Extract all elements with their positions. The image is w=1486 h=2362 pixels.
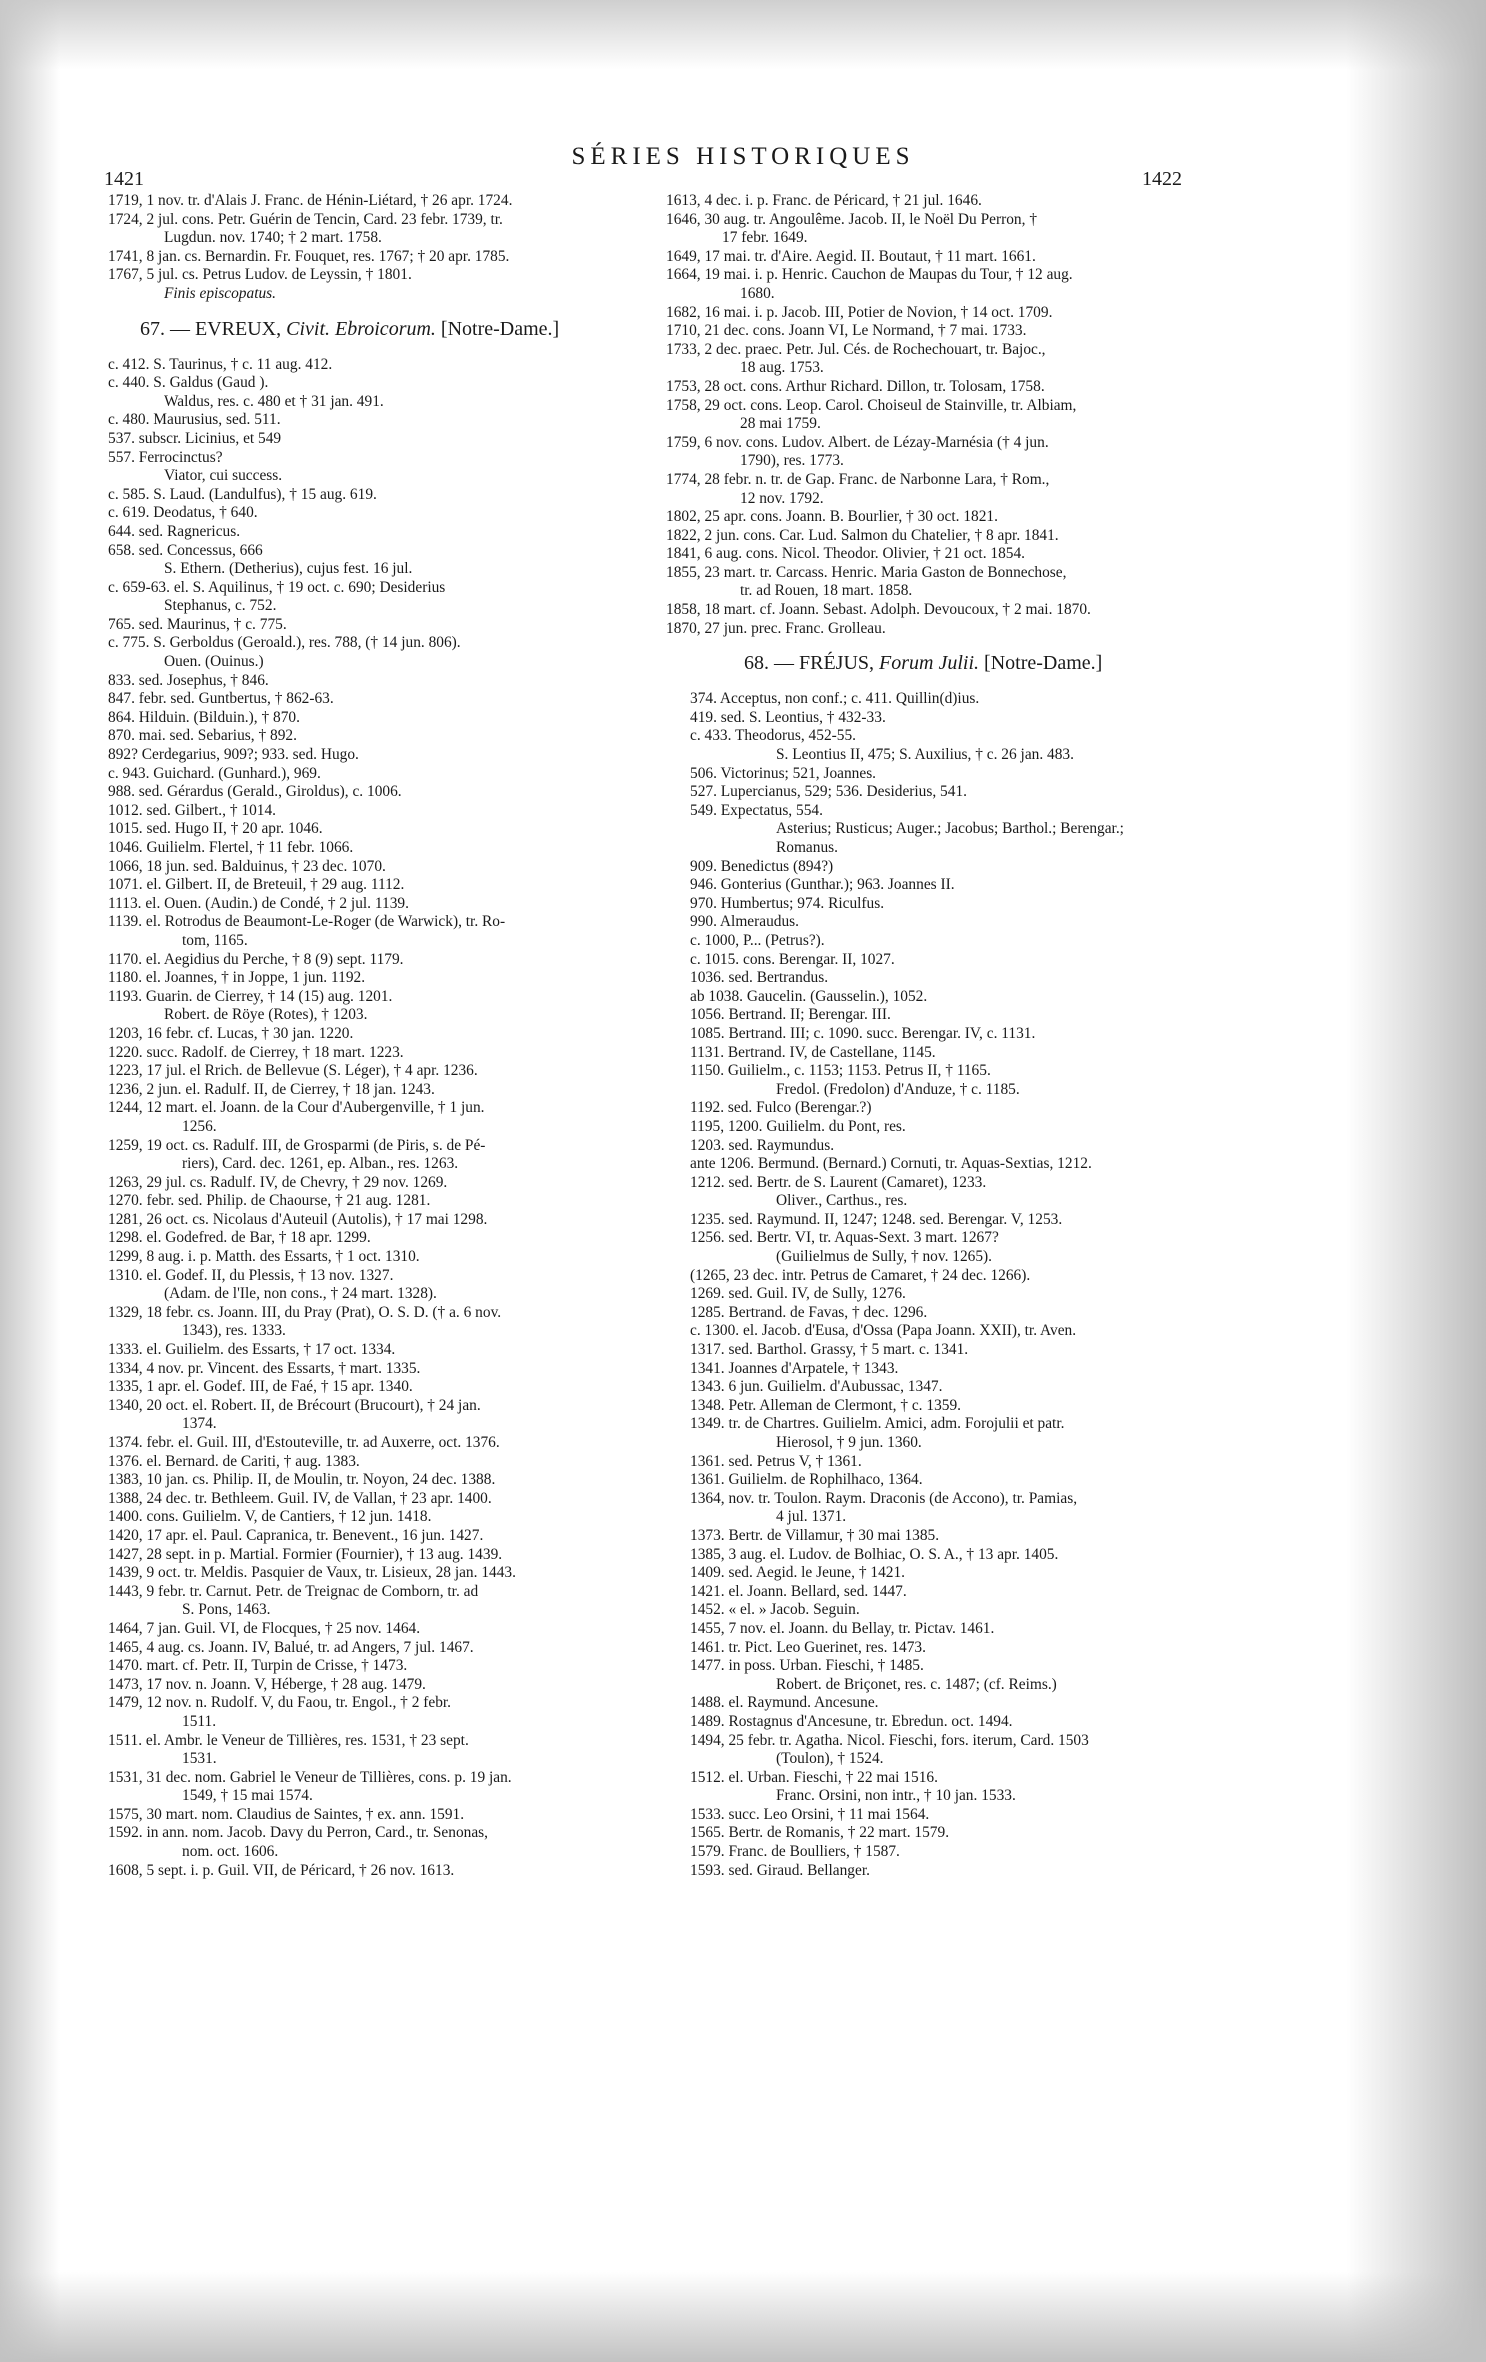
list-entry: 1855, 23 mart. tr. Carcass. Henric. Maria Gaston de Bonnechose,	[666, 563, 1067, 581]
section-heading-title: Civit. Ebroicorum.	[286, 317, 436, 340]
list-entry: tom, 1165.	[182, 931, 248, 949]
list-entry: 1329, 18 febr. cs. Joann. III, du Pray (Prat), O. S. D. († a. 6 nov.	[108, 1303, 502, 1321]
list-entry: c. 585. S. Laud. (Landulfus), † 15 aug. 619.	[108, 485, 377, 503]
list-entry: Fredol. (Fredolon) d'Anduze, † c. 1185.	[776, 1080, 1020, 1098]
list-entry: 1383, 10 jan. cs. Philip. II, de Moulin, tr. Noyon, 24 dec. 1388.	[108, 1471, 496, 1489]
list-entry: 1299, 8 aug. i. p. Matth. des Essarts, † 1 oct. 1310.	[108, 1248, 420, 1266]
list-entry: 870. mai. sed. Sebarius, † 892.	[108, 727, 297, 745]
list-entry: 1664, 19 mai. i. p. Henric. Cauchon de Maupas du Tour, † 12 aug.	[666, 266, 1073, 284]
list-entry: 1421. el. Joann. Bellard, sed. 1447.	[690, 1582, 907, 1600]
list-entry: Franc. Orsini, non intr., † 10 jan. 1533.	[776, 1787, 1016, 1805]
list-entry: 1646, 30 aug. tr. Angoulême. Jacob. II, le Noël Du Perron, †	[666, 210, 1038, 228]
list-entry: 1682, 16 mai. i. p. Jacob. III, Potier de Novion, † 14 oct. 1709.	[666, 303, 1053, 321]
list-entry: 970. Humbertus; 974. Riculfus.	[690, 894, 885, 912]
list-entry: 892? Cerdegarius, 909?; 933. sed. Hugo.	[108, 746, 359, 764]
list-entry: 1269. sed. Guil. IV, de Sully, 1276.	[690, 1285, 906, 1303]
list-entry: Asterius; Rusticus; Auger.; Jacobus; Barthol.; Berengar.;	[776, 820, 1124, 838]
list-entry: 1012. sed. Gilbert., † 1014.	[108, 801, 276, 819]
list-entry: 1195, 1200. Guilielm. du Pont, res.	[690, 1117, 906, 1135]
section-heading	[666, 650, 1288, 676]
list-entry: (Guilielmus de Sully, † nov. 1265).	[776, 1248, 993, 1266]
list-entry: 1298. el. Godefred. de Bar, † 18 apr. 1299.	[108, 1229, 371, 1247]
list-entry: 1220. succ. Radolf. de Cierrey, † 18 mart. 1223.	[108, 1043, 404, 1061]
list-entry: 1464, 7 jan. Guil. VI, de Flocques, † 25 nov. 1464.	[108, 1619, 421, 1637]
list-entry: 537. subscr. Licinius, et 549	[108, 429, 282, 447]
list-entry: 1036. sed. Bertrandus.	[690, 969, 829, 987]
list-entry: 1511.	[182, 1712, 217, 1730]
list-entry: 1236, 2 jun. el. Radulf. II, de Cierrey, † 18 jan. 1243.	[108, 1080, 435, 1098]
list-entry: 1374. febr. el. Guil. III, d'Estouteville, tr. ad Auxerre, oct. 1376.	[108, 1434, 500, 1451]
list-entry: 1409. sed. Aegid. le Jeune, † 1421.	[690, 1564, 906, 1582]
list-entry: 847. febr. sed. Guntbertus, † 862-63.	[108, 690, 334, 708]
list-entry: c. 440. S. Galdus (Gaud ).	[108, 374, 269, 392]
list-entry: Oliver., Carthus., res.	[776, 1192, 908, 1210]
list-entry: 1256.	[182, 1117, 217, 1135]
right-column	[666, 192, 1288, 1880]
list-entry: 988. sed. Gérardus (Gerald., Giroldus), c. 1006.	[108, 783, 402, 801]
list-entry: 1376. el. Bernard. de Cariti, † aug. 1383.	[108, 1452, 360, 1470]
list-entry: c. 1300. el. Jacob. d'Eusa, d'Ossa (Papa Joann. XXII), tr. Aven.	[690, 1322, 1077, 1340]
list-entry: 1334, 4 nov. pr. Vincent. des Essarts, † mart. 1335.	[108, 1359, 421, 1377]
list-entry: 12 nov. 1792.	[740, 489, 824, 507]
list-entry: 1494, 25 febr. tr. Agatha. Nicol. Fieschi, fors. iterum, Card. 1503	[690, 1731, 1089, 1749]
list-entry: 1592. in ann. nom. Jacob. Davy du Perron, Card., tr. Senonas,	[108, 1824, 489, 1842]
list-entry: 833. sed. Josephus, † 846.	[108, 671, 269, 689]
list-entry: 1489. Rostagnus d'Ancesune, tr. Ebredun. oct. 1494.	[690, 1712, 1013, 1730]
list-entry: Stephanus, c. 752.	[164, 597, 277, 615]
list-entry: 1170. el. Aegidius du Perche, † 8 (9) sept. 1179.	[108, 950, 404, 968]
list-entry: 1533. succ. Leo Orsini, † 11 mai 1564.	[690, 1805, 930, 1823]
list-entry: 1361. sed. Petrus V, † 1361.	[690, 1452, 862, 1470]
list-entry: c. 433. Theodorus, 452-55.	[690, 727, 856, 745]
scan-shadow-top	[0, 0, 1486, 70]
list-entry: 1452. « el. » Jacob. Seguin.	[690, 1601, 860, 1619]
list-entry: Ouen. (Ouinus.)	[164, 653, 264, 671]
list-entry: 1758, 29 oct. cons. Leop. Carol. Choiseul de Stainville, tr. Albiam,	[666, 396, 1077, 414]
list-entry: 1015. sed. Hugo II, † 20 apr. 1046.	[108, 820, 323, 838]
list-entry: 1385, 3 aug. el. Ludov. de Bolhiac, O. S. A., † 13 apr. 1405.	[690, 1545, 1059, 1563]
list-entry: Waldus, res. c. 480 et † 31 jan. 491.	[164, 392, 384, 410]
list-entry: 1056. Bertrand. II; Berengar. III.	[690, 1006, 891, 1024]
list-entry: 1150. Guilielm., c. 1153; 1153. Petrus II, † 1165.	[690, 1062, 991, 1080]
list-entry: 1443, 9 febr. tr. Carnut. Petr. de Treignac de Comborn, tr. ad	[108, 1582, 479, 1600]
list-entry: 1333. el. Guilielm. des Essarts, † 17 oct. 1334.	[108, 1341, 396, 1359]
list-entry: 1767, 5 jul. cs. Petrus Ludov. de Leyssin, † 1801.	[108, 266, 412, 284]
scan-shadow-bottom	[0, 2272, 1486, 2362]
list-entry: 1223, 17 jul. el Rrich. de Bellevue (S. Léger), † 4 apr. 1236.	[108, 1062, 478, 1080]
list-entry: 1841, 6 aug. cons. Nicol. Theodor. Olivier, † 21 oct. 1854.	[666, 545, 1026, 563]
list-entry: S. Pons, 1463.	[182, 1601, 271, 1619]
list-entry: 1790), res. 1773.	[740, 452, 844, 470]
list-entry: Hierosol, † 9 jun. 1360.	[776, 1434, 922, 1451]
list-entry: 1822, 2 jun. cons. Car. Lud. Salmon du Chatelier, † 8 apr. 1841.	[666, 526, 1059, 544]
list-entry: 1244, 12 mart. el. Joann. de la Cour d'Aubergenville, † 1 jun.	[108, 1099, 485, 1117]
section-heading-number: 67. — EVREUX,	[140, 317, 282, 340]
list-entry: 1046. Guilielm. Flertel, † 11 febr. 1066.	[108, 839, 354, 856]
list-entry: 1473, 17 nov. n. Joann. V, Héberge, † 28 aug. 1479.	[108, 1675, 426, 1693]
list-entry: 1455, 7 nov. el. Joann. du Bellay, tr. Pictav. 1461.	[690, 1619, 995, 1637]
list-entry: 1180. el. Joannes, † in Joppe, 1 jun. 1192.	[108, 969, 366, 987]
list-entry: 1263, 29 jul. cs. Radulf. IV, de Chevry, † 29 nov. 1269.	[108, 1173, 448, 1191]
list-entry: 1774, 28 febr. n. tr. de Gap. Franc. de Narbonne Lara, † Rom.,	[666, 470, 1050, 488]
list-entry: Finis episcopatus.	[164, 284, 277, 302]
list-entry: 1071. el. Gilbert. II, de Breteuil, † 29 aug. 1112.	[108, 876, 405, 894]
list-entry: 1341. Joannes d'Arpatele, † 1343.	[690, 1359, 899, 1377]
list-entry: 1724, 2 jul. cons. Petr. Guérin de Tencin, Card. 23 febr. 1739, tr.	[108, 210, 503, 228]
list-entry: 946. Gonterius (Gunthar.); 963. Joannes II.	[690, 876, 955, 894]
list-entry: c. 412. S. Taurinus, † c. 11 aug. 412.	[108, 355, 333, 373]
section-heading	[108, 316, 708, 342]
list-entry: 1131. Bertrand. IV, de Castellane, 1145.	[690, 1043, 936, 1061]
list-entry: 1340, 20 oct. el. Robert. II, de Brécourt (Brucourt), † 24 jan.	[108, 1396, 481, 1414]
list-entry: nom. oct. 1606.	[182, 1843, 279, 1861]
section-heading-number: 68. — FRÉJUS,	[744, 652, 875, 675]
running-title: SÉRIES HISTORIQUES	[571, 143, 915, 170]
list-entry: Lugdun. nov. 1740; † 2 mart. 1758.	[164, 229, 382, 247]
list-entry: 1477. in poss. Urban. Fieschi, † 1485.	[690, 1657, 924, 1675]
list-entry: 644. sed. Ragnericus.	[108, 522, 241, 540]
list-entry: Robert. de Röye (Rotes), † 1203.	[164, 1006, 368, 1024]
list-entry: (1265, 23 dec. intr. Petrus de Camaret, † 24 dec. 1266).	[690, 1266, 1031, 1284]
list-entry: 1374.	[182, 1415, 217, 1433]
list-entry: 1759, 6 nov. cons. Ludov. Albert. de Lézay-Marnésia († 4 jun.	[666, 433, 1049, 451]
list-entry: 1113. el. Ouen. (Audin.) de Condé, † 2 jul. 1139.	[108, 894, 409, 912]
list-entry: c. 1000, P... (Petrus?).	[690, 931, 825, 949]
list-entry: (Adam. de l'Ile, non cons., † 24 mart. 1328).	[164, 1285, 437, 1303]
list-entry: (Toulon), † 1524.	[776, 1750, 884, 1768]
list-entry: 1710, 21 dec. cons. Joann VI, Le Normand, † 7 mai. 1733.	[666, 322, 1027, 340]
list-entry: c. 943. Guichard. (Gunhard.), 969.	[108, 764, 321, 782]
list-entry: ante 1206. Bermund. (Bernard.) Cornuti, tr. Aquas-Sextias, 1212.	[690, 1155, 1092, 1173]
scan-shadow-right	[1346, 0, 1486, 2362]
list-entry: 549. Expectatus, 554.	[690, 801, 823, 819]
list-entry: 1511. el. Ambr. le Veneur de Tillières, res. 1531, † 23 sept.	[108, 1731, 469, 1749]
list-entry: 1741, 8 jan. cs. Bernardin. Fr. Fouquet, res. 1767; † 20 apr. 1785.	[108, 247, 510, 265]
list-entry: 527. Lupercianus, 529; 536. Desiderius, 541.	[690, 783, 967, 801]
list-entry: 506. Victorinus; 521, Joannes.	[690, 764, 877, 782]
list-entry: tr. ad Rouen, 18 mart. 1858.	[740, 582, 913, 600]
list-entry: 1066, 18 jun. sed. Balduinus, † 23 dec. 1070.	[108, 857, 386, 875]
list-entry: 1579. Franc. de Boulliers, † 1587.	[690, 1843, 900, 1861]
list-entry: c. 480. Maurusius, sed. 511.	[108, 411, 281, 429]
list-entry: 1364, nov. tr. Toulon. Raym. Draconis (de Accono), tr. Pamias,	[690, 1489, 1078, 1507]
list-entry: 1439, 9 oct. tr. Meldis. Pasquier de Vaux, tr. Lisieux, 28 jan. 1443.	[108, 1564, 516, 1582]
list-entry: 1085. Bertrand. III; c. 1090. succ. Berengar. IV, c. 1131.	[690, 1024, 1036, 1042]
list-entry: 28 mai 1759.	[740, 415, 821, 433]
list-entry: 1608, 5 sept. i. p. Guil. VII, de Péricard, † 26 nov. 1613.	[108, 1861, 455, 1879]
list-entry: 1203. sed. Raymundus.	[690, 1136, 835, 1154]
list-entry: 17 febr. 1649.	[722, 229, 808, 247]
list-entry: 1361. Guilielm. de Rophilhaco, 1364.	[690, 1471, 923, 1489]
list-entry: riers), Card. dec. 1261, ep. Alban., res. 1263.	[182, 1155, 459, 1173]
list-entry: 1575, 30 mart. nom. Claudius de Saintes, † ex. ann. 1591.	[108, 1805, 465, 1823]
list-entry: c. 775. S. Gerboldus (Geroald.), res. 788, († 14 jun. 806).	[108, 634, 461, 652]
list-entry: S. Leontius II, 475; S. Auxilius, † c. 26 jan. 483.	[776, 746, 1074, 764]
scan-shadow-left	[0, 0, 60, 2362]
list-entry: 374. Acceptus, non conf.; c. 411. Quillin(d)ius.	[690, 690, 980, 708]
left-column-number: 1421	[104, 168, 144, 190]
list-entry: 1531.	[182, 1750, 217, 1768]
list-entry: 1388, 24 dec. tr. Bethleem. Guil. IV, de Vallan, † 23 apr. 1400.	[108, 1489, 492, 1507]
list-entry: 1479, 12 nov. n. Rudolf. V, du Faou, tr. Engol., † 2 febr.	[108, 1694, 452, 1712]
list-entry: c. 1015. cons. Berengar. II, 1027.	[690, 950, 895, 968]
list-entry: 1203, 16 febr. cf. Lucas, † 30 jan. 1220.	[108, 1024, 354, 1042]
list-entry: Robert. de Briçonet, res. c. 1487; (cf. Reims.)	[776, 1675, 1057, 1693]
list-entry: 990. Almeraudus.	[690, 913, 800, 931]
list-entry: 864. Hilduin. (Bilduin.), † 870.	[108, 708, 300, 726]
list-entry: 1259, 19 oct. cs. Radulf. III, de Grosparmi (de Piris, s. de Pé-	[108, 1136, 486, 1154]
list-entry: 1733, 2 dec. praec. Petr. Jul. Cés. de Rochechouart, tr. Bajoc.,	[666, 340, 1046, 358]
list-entry: 1235. sed. Raymund. II, 1247; 1248. sed. Berengar. V, 1253.	[690, 1210, 1063, 1228]
list-entry: 1565. Bertr. de Romanis, † 22 mart. 1579.	[690, 1824, 950, 1842]
section-heading-dedication: [Notre-Dame.]	[984, 652, 1103, 675]
list-entry: c. 619. Deodatus, † 640.	[108, 504, 258, 522]
list-entry: 1465, 4 aug. cs. Joann. IV, Balué, tr. ad Angers, 7 jul. 1467.	[108, 1638, 474, 1656]
list-entry: 765. sed. Maurinus, † c. 775.	[108, 615, 287, 633]
list-entry: 557. Ferrocinctus?	[108, 448, 223, 466]
list-entry: 1488. el. Raymund. Ancesune.	[690, 1694, 879, 1712]
list-entry: 1212. sed. Bertr. de S. Laurent (Camaret), 1233.	[690, 1173, 987, 1191]
list-entry: 1461. tr. Pict. Leo Guerinet, res. 1473.	[690, 1638, 926, 1656]
list-entry: 1285. Bertrand. de Favas, † dec. 1296.	[690, 1303, 928, 1321]
section-heading-dedication: [Notre-Dame.]	[440, 317, 560, 340]
list-entry: 1858, 18 mart. cf. Joann. Sebast. Adolph. Devoucoux, † 2 mai. 1870.	[666, 601, 1091, 619]
list-entry: S. Ethern. (Detherius), cujus fest. 16 jul.	[164, 560, 413, 578]
list-entry: 1317. sed. Barthol. Grassy, † 5 mart. c. 1341.	[690, 1341, 969, 1359]
list-entry: 1549, † 15 mai 1574.	[182, 1787, 313, 1805]
list-entry: 1192. sed. Fulco (Berengar.?)	[690, 1099, 872, 1117]
list-entry: 1256. sed. Bertr. VI, tr. Aquas-Sext. 3 mart. 1267?	[690, 1229, 999, 1247]
list-entry: 1649, 17 mai. tr. d'Aire. Aegid. II. Boutaut, † 11 mart. 1661.	[666, 247, 1036, 265]
list-entry: 1281, 26 oct. cs. Nicolaus d'Auteuil (Autolis), † 17 mai 1298.	[108, 1210, 488, 1228]
list-entry: 1373. Bertr. de Villamur, † 30 mai 1385.	[690, 1526, 940, 1544]
list-entry: 1348. Petr. Alleman de Clermont, † c. 1359.	[690, 1396, 962, 1414]
list-entry: 1531, 31 dec. nom. Gabriel le Veneur de Tillières, cons. p. 19 jan.	[108, 1768, 512, 1786]
list-entry: 1349. tr. de Chartres. Guilielm. Amici, adm. Forojulii et patr.	[690, 1415, 1065, 1433]
list-entry: ab 1038. Gaucelin. (Gausselin.), 1052.	[690, 987, 928, 1005]
list-entry: 1680.	[740, 284, 775, 302]
list-entry: 1335, 1 apr. el. Godef. III, de Faé, † 15 apr. 1340.	[108, 1378, 413, 1396]
list-entry: 1802, 25 apr. cons. Joann. B. Bourlier, † 30 oct. 1821.	[666, 508, 998, 526]
list-entry: 1512. el. Urban. Fieschi, † 22 mai 1516.	[690, 1768, 938, 1786]
list-entry: 1427, 28 sept. in p. Martial. Formier (Fournier), † 13 aug. 1439.	[108, 1545, 503, 1563]
list-entry: 1270. febr. sed. Philip. de Chaourse, † 21 aug. 1281.	[108, 1192, 431, 1210]
list-entry: 4 jul. 1371.	[776, 1508, 847, 1526]
list-entry: Romanus.	[776, 839, 838, 856]
right-column-number: 1422	[1142, 168, 1182, 190]
list-entry: 1139. el. Rotrodus de Beaumont-Le-Roger (de Warwick), tr. Ro-	[108, 913, 506, 931]
list-entry: 1719, 1 nov. tr. d'Alais J. Franc. de Hénin-Liétard, † 26 apr. 1724.	[108, 192, 513, 209]
list-entry: 658. sed. Concessus, 666	[108, 541, 263, 559]
list-entry: Viator, cui success.	[164, 467, 283, 485]
list-entry: 419. sed. S. Leontius, † 432-33.	[690, 708, 886, 726]
list-entry: 1310. el. Godef. II, du Plessis, † 13 nov. 1327.	[108, 1266, 394, 1284]
section-heading-title: Forum Julii.	[879, 652, 980, 675]
list-entry: 1343), res. 1333.	[182, 1322, 286, 1340]
left-column	[108, 192, 708, 1880]
list-entry: 1593. sed. Giraud. Bellanger.	[690, 1861, 870, 1879]
list-entry: 1193. Guarin. de Cierrey, † 14 (15) aug. 1201.	[108, 987, 393, 1005]
list-entry: 1870, 27 jun. prec. Franc. Grolleau.	[666, 619, 886, 637]
list-entry: 1420, 17 apr. el. Paul. Capranica, tr. Benevent., 16 jun. 1427.	[108, 1526, 484, 1544]
list-entry: 1613, 4 dec. i. p. Franc. de Péricard, † 21 jul. 1646.	[666, 192, 982, 209]
list-entry: 18 aug. 1753.	[740, 359, 824, 377]
list-entry: 1343. 6 jun. Guilielm. d'Aubussac, 1347.	[690, 1378, 943, 1396]
list-entry: 1400. cons. Guilielm. V, de Cantiers, † 12 jun. 1418.	[108, 1508, 432, 1526]
list-entry: 1753, 28 oct. cons. Arthur Richard. Dillon, tr. Tolosam, 1758.	[666, 377, 1045, 395]
list-entry: 909. Benedictus (894?)	[690, 857, 834, 875]
list-entry: c. 659-63. el. S. Aquilinus, † 19 oct. c. 690; Desiderius	[108, 578, 446, 596]
list-entry: 1470. mart. cf. Petr. II, Turpin de Crisse, † 1473.	[108, 1657, 408, 1675]
